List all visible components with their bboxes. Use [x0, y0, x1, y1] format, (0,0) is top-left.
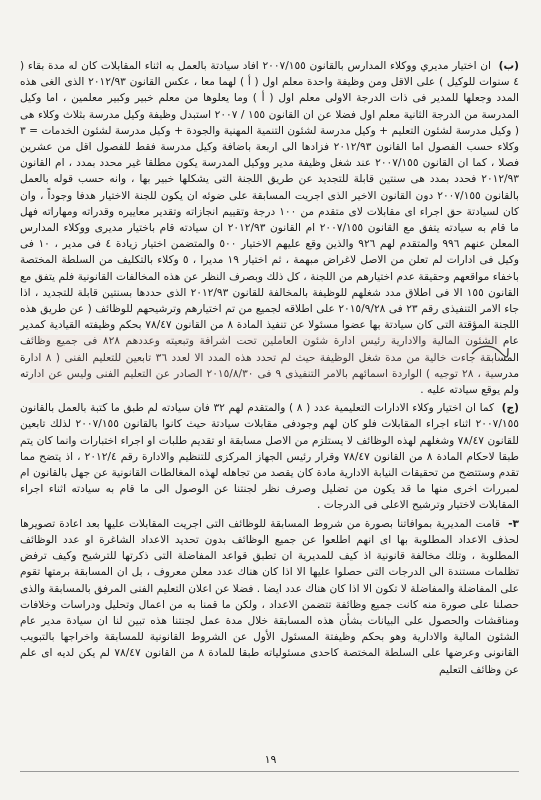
paragraph-marker: (ب): [498, 60, 519, 72]
paragraph-text: قامت المديرية بموافاتنا بصورة من شروط المسابقة للوظائف التى اجريت المقابلات عليها بعد اعادة تصويرها لحذف الاعداد المطلوبة بها اى انهم اطلعوا عن جميع الوظائف بدون تحديد الاعداد الشاغرة او عدد الوظائف المطلوبة ، وتلك مخالفة قانونية اذ كيف للمديرية ان تطبق قواعد المفاضلة التى ذكرتها للترشيح وكيف ترفض تظلمات مستندة الى الدرجات التى حصلوا عليها الا اذا كان هناك عدد معلن معروف ، بل ان المسابقة برمتها تقوم على المفاضلة والمفاضلة لا تكون الا اذا كان هناك عدد ايضا . فضلا عن اعلان التعليم الفنى المرفق بالمسابقة والذى حصلنا على صورة منه كانت جميع وظائفة تتضمن الاعداد ، ولكن ما قمنا به من اعمال وتحليل ودراسات وخلافات ومناقشات والحصول على البيانات بشأن هذه المسابقة خلال مدة عمل لجنتنا هذه تبين لنا ان سيادة مدير عام الشئون المالية والادارية وهو بحكم وظيفتة المسئول الأول عن الشروط القانونية للمسابقة واخراجها بالتبويب القانونى وعرضها على السلطة المختصة كاحدى مسئولياته طبقا للمادة ٨ من القانون ٧٨/٤٧ لم يكن لديه اى علم عن وظائف التعليم: [20, 517, 519, 676]
paragraph-c: [20, 400, 519, 513]
paragraph-b: [20, 58, 519, 398]
paragraph-marker: (ج): [501, 402, 519, 415]
page-number: ١٩: [264, 753, 277, 766]
paragraph-marker: ٣-: [508, 517, 520, 530]
paragraph-3: [20, 516, 519, 678]
paragraph-text: ان اختيار مديري ووكلاء المدارس بالقانون ٢٠٠٧/١٥٥ افاد سيادتة بالعمل به اثناء المقابلات كان له مدة بقاء ( ٤ سنوات للوكيل ) على الاقل ومن وظيفة واحدة معلم اول ( أ ) لهما معا ، عكس القانون ٢٠١٢/٩٣ الذى الغى هذه المدد وجعلها للمدير فى ذات الدرجة الاولى معلم اول ( أ ) وما يعلوها من معلم خبير وكبير معلمين ، اما وكيل المدرسة من الدرجة الثانية معلم اول فضلا عن ان القانون ١٥٥ / ٢٠٠٧ استبدل وظيفة وكيل مدرسة بثلاث وكلاء هى ( وكيل مدرسة لشئون التعليم + وكيل مدرسة لشئون التنمية المهنية والجودة + وكيل مدرسة لشئون الخدمات = ٣ وكلاء حسب الفصول اما القانون ٢٠١٢/٩٣ فزادها الى اربعة باضافة وكيل مدرسة فقط للفصول اقل من عشرين فصلا ، كما ان القانون ٢٠٠٧/١٥٥ عند شغل وظيفة مدير ووكيل المدرسة يكون مطلقا غير محدد بمدد ، ام القانون ٢٠١٢/٩٣ فحدد بمدد هى سنتين قابلة للتجديد عن طريق اللجنة التى يشكلها خبير بها ، وانه حسب قوله بالعمل بالقانون ٢٠٠٧/١٥٥ دون القانون الاخير الذى اجريت المسابقة على ضوئه ان يكون للجنة الاختيار هدفا وجوداً ، وان كان لسيادتة حق اجراء اى مقابلات لاى متقدم من ١٠٠ درجة وتقييم انجازاته وتقدير معاييره وقدراته ومهاراته فهل ما قام به سيادته يتفق مع القانون ٢٠٠٧/١٥٥ ام القانون ٢٠١٢/٩٣ ان سيادته قام باختيار مديرى ووكلاء المدارس المعلن عنهم ٩٩٦ والمتقدم لهم ٩٢٦ والذين وقع عليهم الاختيار ٥٠٠ والمتضمن اختيار زيادة ٤ فى مدير ، ١٠ فى وكيل فى ادارات لم تعلن من الاصل لاغراض مبهمة ، ثم اختيار ١٩ مديرا ، ٥ وكلاء بالتكليف من السلطة المختصة باخفاء مواقعهم وحقيقة عدم اختيارهم من اللجنة ، كل ذلك وبصرف النظر عن هذه المخالفات القانونية فلم يتفق مع القانون ١٥٥ الا فى اطلاق مدد شغلهم للوظيفة بالمخالفة للقانون ٢٠١٢/٩٣ الذى حددها بسنتين قابلة للتجديد ، اذا جاء الامر التنفيذى رقم ٢٣ فى ٢٠١٥/٩/٢٨ على اطلاقه لجميع من تم اختيارهم وترشيحهم للوظائف ( عن طريق هذه اللجنة المؤقتة التى كان سيادتة بها عضوا مسئولا عن تنفيذ المادة ٨ من القانون ٧٨/٤٧ بحكم وظيفته القيادية كمدير عام الشئون المالية والادارية رئيس ادارة شئون العاملين تحت اشرافة وتبعيته وعددهم ٨٢٨ فى جميع وظائف المسابقة جاءت خالية من مدة شغل الوظيفة حيث لم تحدد هذه المدد الا لعدد ٣٦ تابعين للتعليم الفنى ( ٨ ادارة مدرسية ، ٢٨ توجيه ) الواردة اسمائهم بالامر التنفيذى ٩ فى ٢٠١٥/٨/٣٠ الصادر عن التعليم الفنى وليس عن ادارته ولم يوقع سيادته عليه .: [20, 60, 520, 397]
paragraph-text: كما ان اختيار وكلاء الادارات التعليمية عدد ( ٨ ) والمتقدم لهم ٣٢ فان سيادته لم طبق ما كتبة بالعمل بالقانون ٢٠٠٧/١٥٥ اثناء اجراء المقابلات فلو كان لهم وجودفى مقابلات سيادتة حيث كانوا بالقانون ٢٠٠٧/١٥٥ لذلك تابعين للقانون ٧٨/٤٧ وشغلهم لهذه الوظائف لا يستلزم من الاصل مسابقة او تقديم طلبات او اجراء اختبارات وانما كان يتم طبقا لاحكام المادة ٨ من القانون ٧٨/٤٧ وقرار رئيس الجهاز المركزى للتنظيم والادارة رقم ٢٠١٢/٤ ، اذ يتضح مما تقدم وستتضح من تحقيقات النيابة الادارية مادة كان يقصد من تجاهله لهذه المغالطات القانونية عن جهل بالقانون ام لمبررات اخرى منها ما قد يكون من تضليل وصرف نظر لجنتنا عن الوصول الى ما قام به سيادته اثناء اجراء المقابلات لاختيار وترشيح الاعلى فى الدرجات .: [20, 402, 519, 512]
footer-divider: [20, 771, 519, 772]
